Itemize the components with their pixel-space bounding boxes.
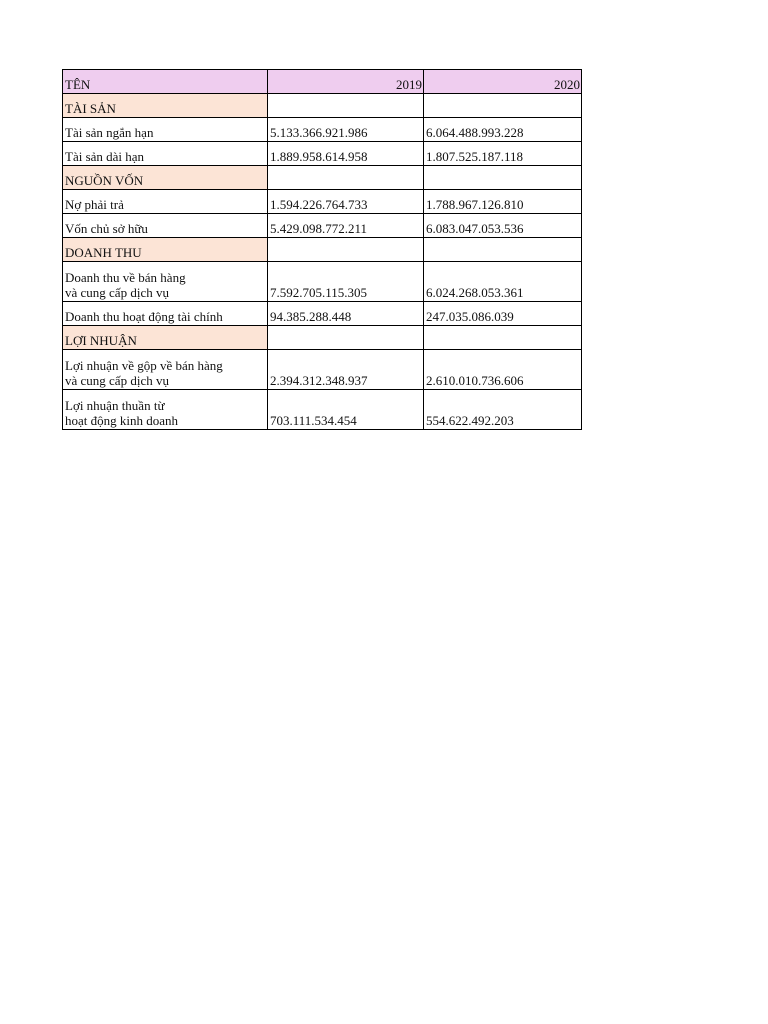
empty-cell[interactable] — [268, 166, 424, 190]
value-2019-cell[interactable]: 5.133.366.921.986 — [268, 118, 424, 142]
value-2020-cell[interactable]: 554.622.492.203 — [424, 390, 582, 430]
value-2020-cell[interactable]: 6.064.488.993.228 — [424, 118, 582, 142]
row-name-cell[interactable]: Tài sản ngắn hạn — [63, 118, 268, 142]
value-2020-cell[interactable]: 2.610.010.736.606 — [424, 350, 582, 390]
row-name-cell[interactable]: Lợi nhuận thuần từ hoạt động kinh doanh — [63, 390, 268, 430]
row-name-cell[interactable]: Nợ phải trả — [63, 190, 268, 214]
value-2020-cell[interactable]: 1.807.525.187.118 — [424, 142, 582, 166]
section-label-cell[interactable]: LỢI NHUẬN — [63, 326, 268, 350]
section-label-cell[interactable]: NGUỒN VỐN — [63, 166, 268, 190]
table-row — [63, 390, 582, 430]
value-2020-cell[interactable]: 1.788.967.126.810 — [424, 190, 582, 214]
value-2019-cell[interactable]: 1.889.958.614.958 — [268, 142, 424, 166]
section-row-loi-nhuan — [63, 326, 582, 350]
value-2019-cell[interactable]: 703.111.534.454 — [268, 390, 424, 430]
row-name-cell[interactable]: Doanh thu về bán hàng và cung cấp dịch vụ — [63, 262, 268, 302]
empty-cell[interactable] — [424, 238, 582, 262]
table-row — [63, 214, 582, 238]
value-2019-cell[interactable]: 7.592.705.115.305 — [268, 262, 424, 302]
header-year-2020-cell[interactable]: 2020 — [424, 70, 582, 94]
table-row — [63, 190, 582, 214]
empty-cell[interactable] — [424, 166, 582, 190]
table-row — [63, 302, 582, 326]
value-2020-cell[interactable]: 247.035.086.039 — [424, 302, 582, 326]
value-2019-cell[interactable]: 1.594.226.764.733 — [268, 190, 424, 214]
empty-cell[interactable] — [424, 94, 582, 118]
empty-cell[interactable] — [268, 94, 424, 118]
header-name-cell[interactable]: TÊN — [63, 70, 268, 94]
section-row-tai-san — [63, 94, 582, 118]
value-2019-cell[interactable]: 94.385.288.448 — [268, 302, 424, 326]
section-row-nguon-von — [63, 166, 582, 190]
header-year-2019-cell[interactable]: 2019 — [268, 70, 424, 94]
row-name-cell[interactable]: Tài sản dài hạn — [63, 142, 268, 166]
section-label-cell[interactable]: DOANH THU — [63, 238, 268, 262]
financial-sheet — [62, 69, 582, 430]
row-name-cell[interactable]: Doanh thu hoạt động tài chính — [63, 302, 268, 326]
row-name-cell[interactable]: Vốn chủ sở hữu — [63, 214, 268, 238]
value-2020-cell[interactable]: 6.024.268.053.361 — [424, 262, 582, 302]
table-row — [63, 118, 582, 142]
value-2020-cell[interactable]: 6.083.047.053.536 — [424, 214, 582, 238]
table-row — [63, 350, 582, 390]
table-row — [63, 142, 582, 166]
section-row-doanh-thu — [63, 238, 582, 262]
section-label-cell[interactable]: TÀI SẢN — [63, 94, 268, 118]
empty-cell[interactable] — [268, 238, 424, 262]
value-2019-cell[interactable]: 2.394.312.348.937 — [268, 350, 424, 390]
financial-table — [62, 69, 582, 430]
table-row — [63, 262, 582, 302]
empty-cell[interactable] — [424, 326, 582, 350]
header-row — [63, 70, 582, 94]
empty-cell[interactable] — [268, 326, 424, 350]
value-2019-cell[interactable]: 5.429.098.772.211 — [268, 214, 424, 238]
row-name-cell[interactable]: Lợi nhuận về gộp về bán hàng và cung cấp dịch vụ — [63, 350, 268, 390]
